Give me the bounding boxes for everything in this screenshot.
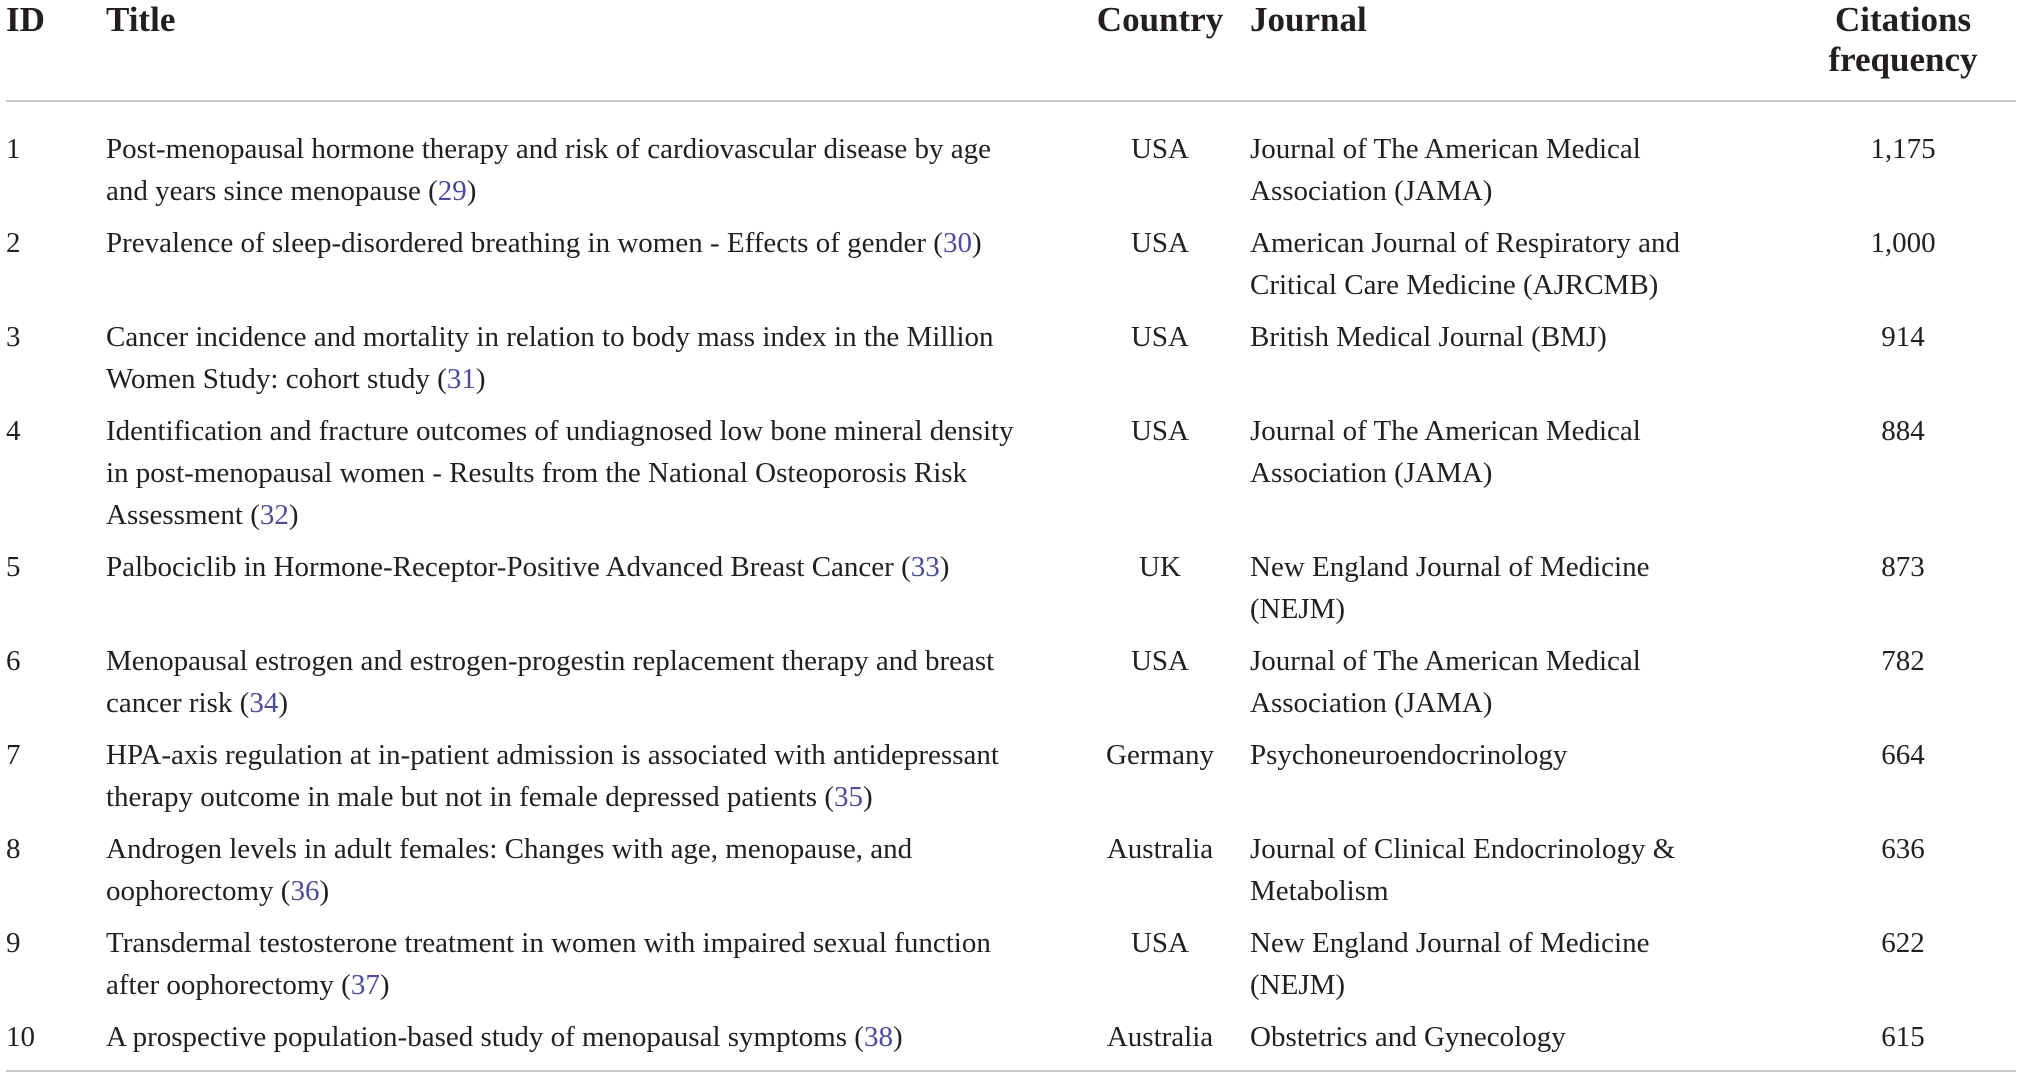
cell-country: Germany [1106, 739, 1214, 771]
cell-id: 4 [6, 415, 21, 447]
cell-title: Cancer incidence and mortality in relation to body mass index in the Million Women Study: cohort study (31) [106, 321, 994, 395]
article-title: A prospective population-based study of menopausal symptoms [106, 1021, 848, 1053]
cell-citations: 914 [1881, 321, 1925, 353]
cell-title: Prevalence of sleep-disordered breathing in women - Effects of gender (30) [106, 227, 982, 259]
cell-citations: 664 [1881, 739, 1925, 771]
cell-title: Transdermal testosterone treatment in women with impaired sexual function after oophorectomy (37) [106, 927, 991, 1001]
table-body [6, 101, 2016, 1071]
header-citations-line1: Citations [1834, 0, 1972, 39]
table-row [6, 640, 2016, 734]
article-title: HPA-axis regulation at in-patient admission is associated with antidepressant therapy outcome in male but not in female depressed patients [106, 739, 999, 813]
table-row [6, 922, 2016, 1016]
reference-link[interactable]: 37 [350, 969, 380, 1001]
article-title: Palbociclib in Hormone-Receptor-Positive Advanced Breast Cancer [106, 551, 894, 583]
header-row [6, 0, 2016, 101]
header-id: ID [6, 0, 106, 101]
article-title: Transdermal testosterone treatment in women with impaired sexual function after oophorectomy [106, 927, 991, 1001]
table-row [6, 1016, 2016, 1071]
cell-id: 2 [6, 227, 21, 259]
table-header [6, 0, 2016, 101]
reference-link[interactable]: 33 [910, 551, 940, 583]
table-row [6, 101, 2016, 222]
cell-title: Identification and fracture outcomes of undiagnosed low bone mineral density in post-menopausal women - Results from the National Osteoporosis Risk Assessment (32) [106, 415, 1014, 531]
reference-link[interactable]: 34 [249, 687, 279, 719]
cell-title: Post-menopausal hormone therapy and risk of cardiovascular disease by age and years since menopause (29) [106, 133, 992, 207]
cell-country: USA [1130, 645, 1189, 677]
cell-id: 1 [6, 133, 21, 165]
article-title: Post-menopausal hormone therapy and risk of cardiovascular disease by age and years since menopause [106, 133, 992, 207]
table-row [6, 734, 2016, 828]
cell-country: USA [1130, 133, 1189, 165]
cell-citations: 622 [1881, 927, 1925, 959]
cell-title: A prospective population-based study of menopausal symptoms (38) [106, 1016, 1070, 1071]
cell-country: UK [1139, 551, 1181, 583]
cell-id: 9 [6, 927, 21, 959]
cell-id: 3 [6, 321, 21, 353]
article-title: Identification and fracture outcomes of undiagnosed low bone mineral density in post-menopausal women - Results from the National Osteoporosis Risk Assessment [106, 415, 1014, 531]
cell-id: 7 [6, 739, 21, 771]
reference-link[interactable]: 29 [437, 175, 467, 207]
article-title: Cancer incidence and mortality in relation to body mass index in the Million Women Study: cohort study [106, 321, 994, 395]
cell-title: Androgen levels in adult females: Changes with age, menopause, and oophorectomy (36) [106, 833, 913, 907]
cell-citations: 636 [1881, 833, 1925, 865]
cell-journal: Psychoneuroendocrinology [1250, 739, 1568, 771]
cell-country: USA [1130, 927, 1189, 959]
reference-link[interactable]: 31 [446, 363, 476, 395]
cell-journal: Journal of The American Medical Association (JAMA) [1250, 415, 1641, 489]
reference-link[interactable]: 36 [290, 875, 320, 907]
cell-citations: 1,175 [1870, 133, 1936, 165]
reference-link[interactable]: 32 [259, 499, 289, 531]
cell-citations: 782 [1881, 645, 1925, 677]
table-row [6, 316, 2016, 410]
cell-journal: New England Journal of Medicine (NEJM) [1250, 927, 1650, 1001]
cell-title: HPA-axis regulation at in-patient admission is associated with antidepressant therapy outcome in male but not in female depressed patients (35) [106, 739, 999, 813]
cell-journal: New England Journal of Medicine (NEJM) [1250, 551, 1650, 625]
cell-citations: 1,000 [1870, 227, 1936, 259]
top-cited-articles-table [6, 0, 2016, 1072]
header-country: Country [1070, 0, 1250, 101]
table-row [6, 410, 2016, 546]
table-row [6, 222, 2016, 316]
cell-journal: Journal of The American Medical Association (JAMA) [1250, 133, 1641, 207]
article-title: Menopausal estrogen and estrogen-progestin replacement therapy and breast cancer risk [106, 645, 995, 719]
cell-citations: 884 [1881, 415, 1925, 447]
cell-id: 5 [6, 551, 21, 583]
cell-country: USA [1130, 321, 1189, 353]
header-citations-line2: frequency [1828, 40, 1978, 79]
table-row [6, 828, 2016, 922]
cell-title: Menopausal estrogen and estrogen-progestin replacement therapy and breast cancer risk (34) [106, 645, 995, 719]
cell-id: 10 [6, 1016, 106, 1071]
reference-link[interactable]: 35 [834, 781, 864, 813]
article-title: Prevalence of sleep-disordered breathing in women - Effects of gender [106, 227, 927, 259]
header-journal: Journal [1250, 0, 1790, 101]
cell-id: 8 [6, 833, 21, 865]
table-row [6, 546, 2016, 640]
cell-journal: Journal of The American Medical Association (JAMA) [1250, 645, 1641, 719]
cell-journal: Obstetrics and Gynecology [1250, 1016, 1790, 1071]
article-title: Androgen levels in adult females: Changes with age, menopause, and oophorectomy [106, 833, 913, 907]
header-citations [1790, 0, 2016, 101]
cell-journal: Journal of Clinical Endocrinology & Metabolism [1250, 833, 1676, 907]
cell-country: USA [1130, 227, 1189, 259]
header-title: Title [106, 0, 1070, 101]
cell-journal: American Journal of Respiratory and Critical Care Medicine (AJRCMB) [1250, 227, 1681, 301]
cell-country: Australia [1070, 1016, 1250, 1071]
cell-id: 6 [6, 645, 21, 677]
cell-country: USA [1130, 415, 1189, 447]
cell-title: Palbociclib in Hormone-Receptor-Positive Advanced Breast Cancer (33) [106, 551, 950, 583]
cell-country: Australia [1106, 833, 1214, 865]
reference-link[interactable]: 38 [863, 1021, 893, 1053]
cell-citations: 615 [1790, 1016, 2016, 1071]
cell-journal: British Medical Journal (BMJ) [1250, 321, 1607, 353]
reference-link[interactable]: 30 [942, 227, 972, 259]
cell-citations: 873 [1881, 551, 1925, 583]
